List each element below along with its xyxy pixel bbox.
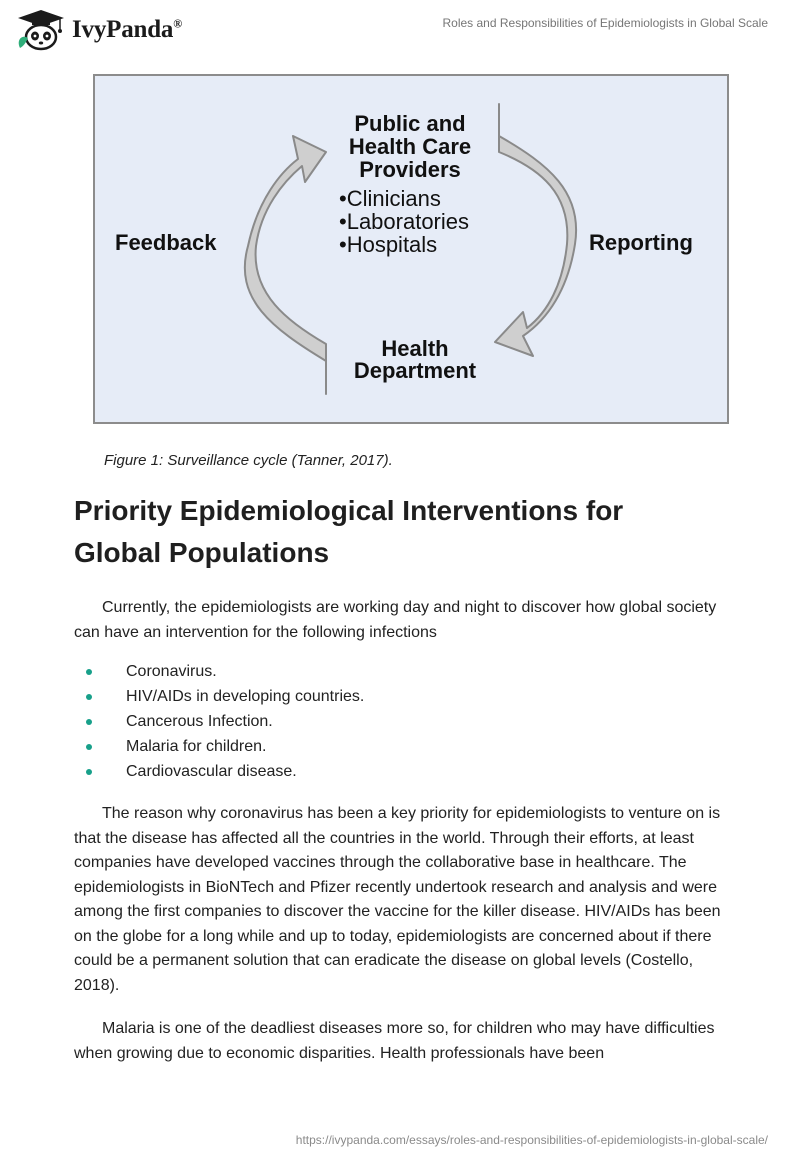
- list-item: Cardiovascular disease.: [86, 759, 364, 784]
- reporting-label: Reporting: [589, 230, 693, 255]
- bullet-dot-icon: [86, 694, 92, 700]
- source-url-link[interactable]: https://ivypanda.com/essays/roles-and-responsibilities-of-epidemiologists-in-global-scale/: [295, 1133, 768, 1147]
- bullet-dot-icon: [86, 719, 92, 725]
- document-title: Roles and Responsibilities of Epidemiologists in Global Scale: [442, 16, 768, 30]
- infection-list: [86, 659, 364, 784]
- center-line-1: Public and: [354, 111, 466, 136]
- intro-paragraph: Currently, the epidemiologists are working day and night to discover how global society can have an intervention for the following infections: [74, 599, 717, 641]
- center-line-3: Providers: [359, 157, 461, 182]
- surveillance-cycle-figure: [93, 74, 729, 424]
- feedback-label: Feedback: [115, 230, 217, 255]
- bottom-line-1: Health: [381, 336, 449, 361]
- body-paragraph-1: The reason why coronavirus has been a key priority for epidemiologists to venture on is that the disease has affected all the countries in the world. Through their efforts, at least companies have developed vaccines through the collaborative base in healthcare. The epidemiologists in BioNTech and Pfizer recently undertook research and analysis and were among the first companies to discover the vaccine for the killer disease. HIV/AIDs has been on the globe for a long while and up to today, epidemiologists are concerned about if there could be a permanent solution that can eradicate the disease on global levels (Costello, 2018).: [74, 805, 721, 994]
- bullet-dot-icon: [86, 669, 92, 675]
- center-bullet-laboratories: •Laboratories: [339, 209, 470, 234]
- brand-name: IvyPanda®: [72, 16, 182, 43]
- body-paragraph-2: Malaria is one of the deadliest diseases more so, for children who may have difficulties when growing due to economic disparities. Health professionals have been: [74, 1020, 715, 1062]
- bullet-dot-icon: [86, 744, 92, 750]
- page-header: [0, 0, 800, 60]
- list-item: Coronavirus.: [86, 659, 364, 684]
- center-bullet-hospitals: •Hospitals: [339, 232, 438, 257]
- center-line-2: Health Care: [348, 134, 472, 159]
- registered-mark: ®: [173, 16, 182, 31]
- list-item: Cancerous Infection.: [86, 709, 364, 734]
- list-item: HIV/AIDs in developing countries.: [86, 684, 364, 709]
- list-item: Malaria for children.: [86, 734, 364, 759]
- panda-graduate-icon: [14, 8, 68, 52]
- section-heading: Priority Epidemiological Interventions for Global Populations: [74, 495, 624, 568]
- ivypanda-logo[interactable]: [14, 8, 182, 52]
- bullet-dot-icon: [86, 769, 92, 775]
- center-bullet-clinicians: •Clinicians: [339, 186, 441, 211]
- figure-caption: Figure 1: Surveillance cycle (Tanner, 2017).: [104, 452, 393, 469]
- bottom-line-2: Department: [353, 358, 477, 383]
